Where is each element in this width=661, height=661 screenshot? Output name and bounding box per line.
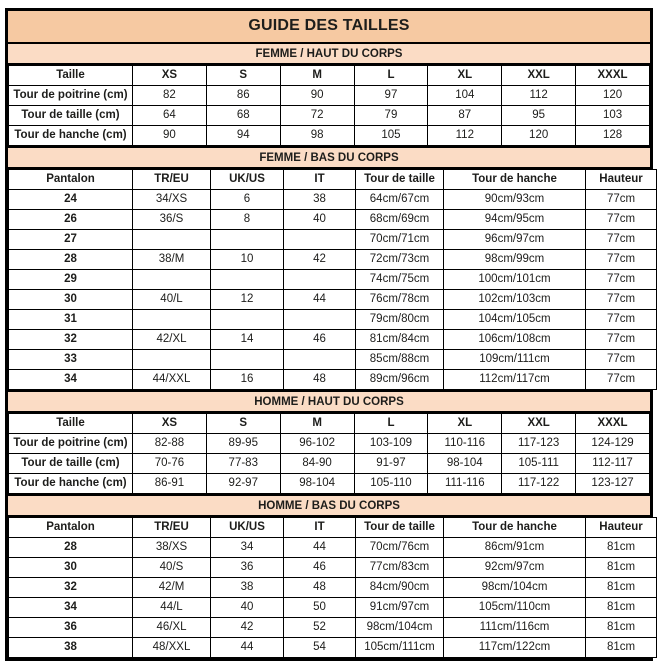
table-row <box>9 210 657 230</box>
value-cell: 48/XXL <box>133 638 211 658</box>
table-header-row <box>9 414 650 434</box>
value-cell: 110-116 <box>428 434 502 454</box>
value-cell: 89-95 <box>206 434 280 454</box>
value-cell: 38/XS <box>133 538 211 558</box>
value-cell: 86cm/91cm <box>444 538 586 558</box>
row-label-cell: 30 <box>9 558 133 578</box>
table-row <box>9 638 657 658</box>
value-cell: 16 <box>211 370 284 390</box>
value-cell: 36 <box>211 558 284 578</box>
value-cell: 48 <box>284 578 356 598</box>
value-cell: 105cm/110cm <box>444 598 586 618</box>
value-cell: 8 <box>211 210 284 230</box>
value-cell: 85cm/88cm <box>356 350 444 370</box>
value-cell: 94cm/95cm <box>444 210 586 230</box>
value-cell: 44/XXL <box>133 370 211 390</box>
table-row <box>9 270 657 290</box>
value-cell: 105-110 <box>354 474 428 494</box>
column-header: Hauteur <box>586 518 657 538</box>
value-cell: 46 <box>284 330 356 350</box>
value-cell: 52 <box>284 618 356 638</box>
value-cell: 54 <box>284 638 356 658</box>
column-header: UK/US <box>211 170 284 190</box>
value-cell: 81cm/84cm <box>356 330 444 350</box>
value-cell: 64cm/67cm <box>356 190 444 210</box>
value-cell: 96-102 <box>280 434 354 454</box>
value-cell <box>133 270 211 290</box>
section-heading-homme-bas-du-corps: HOMME / BAS DU CORPS <box>8 494 650 517</box>
value-cell: 50 <box>284 598 356 618</box>
value-cell: 77cm <box>586 310 657 330</box>
row-label-cell: 24 <box>9 190 133 210</box>
value-cell: 95 <box>502 106 576 126</box>
row-label-cell: 32 <box>9 330 133 350</box>
table-row <box>9 290 657 310</box>
value-cell: 98 <box>280 126 354 146</box>
value-cell: 98cm/104cm <box>444 578 586 598</box>
page-title: GUIDE DES TAILLES <box>8 11 650 42</box>
size-guide-sections <box>8 42 650 658</box>
value-cell <box>133 350 211 370</box>
value-cell: 90cm/93cm <box>444 190 586 210</box>
value-cell: 40/L <box>133 290 211 310</box>
value-cell: 117-123 <box>502 434 576 454</box>
value-cell: 96cm/97cm <box>444 230 586 250</box>
row-label-cell: 34 <box>9 598 133 618</box>
value-cell: 12 <box>211 290 284 310</box>
column-header: L <box>354 66 428 86</box>
column-header: Tour de taille <box>356 518 444 538</box>
column-header: Tour de hanche <box>444 170 586 190</box>
column-header: XS <box>133 66 207 86</box>
size-table-homme-bas-du-corps <box>8 517 657 658</box>
value-cell: 112-117 <box>576 454 650 474</box>
value-cell: 72cm/73cm <box>356 250 444 270</box>
value-cell: 77cm/83cm <box>356 558 444 578</box>
value-cell: 68 <box>206 106 280 126</box>
section-heading-homme-haut-du-corps: HOMME / HAUT DU CORPS <box>8 390 650 413</box>
value-cell: 112 <box>502 86 576 106</box>
table-row <box>9 598 657 618</box>
value-cell: 42/XL <box>133 330 211 350</box>
value-cell: 94 <box>206 126 280 146</box>
value-cell <box>133 310 211 330</box>
value-cell <box>284 230 356 250</box>
value-cell: 128 <box>576 126 650 146</box>
size-table-homme-haut-du-corps <box>8 413 650 494</box>
row-label-cell: Tour de poitrine (cm) <box>9 434 133 454</box>
value-cell <box>133 230 211 250</box>
value-cell: 40 <box>284 210 356 230</box>
value-cell: 79 <box>354 106 428 126</box>
value-cell: 82 <box>133 86 207 106</box>
value-cell: 81cm <box>586 598 657 618</box>
value-cell: 103-109 <box>354 434 428 454</box>
value-cell: 76cm/78cm <box>356 290 444 310</box>
row-label-cell: Tour de taille (cm) <box>9 106 133 126</box>
value-cell: 104 <box>428 86 502 106</box>
row-label-cell: 28 <box>9 250 133 270</box>
table-row <box>9 474 650 494</box>
value-cell <box>211 310 284 330</box>
value-cell <box>211 230 284 250</box>
column-header: Tour de taille <box>356 170 444 190</box>
row-label-cell: 32 <box>9 578 133 598</box>
value-cell: 87 <box>428 106 502 126</box>
value-cell: 81cm <box>586 558 657 578</box>
value-cell: 81cm <box>586 578 657 598</box>
table-row <box>9 126 650 146</box>
column-header: M <box>280 66 354 86</box>
value-cell: 77-83 <box>206 454 280 474</box>
value-cell: 77cm <box>586 190 657 210</box>
value-cell: 106cm/108cm <box>444 330 586 350</box>
table-row <box>9 618 657 638</box>
value-cell <box>284 310 356 330</box>
table-row <box>9 330 657 350</box>
table-row <box>9 434 650 454</box>
value-cell <box>211 270 284 290</box>
value-cell: 98cm/99cm <box>444 250 586 270</box>
row-label-cell: 30 <box>9 290 133 310</box>
value-cell: 103 <box>576 106 650 126</box>
column-header: Pantalon <box>9 170 133 190</box>
table-row <box>9 538 657 558</box>
table-row <box>9 578 657 598</box>
column-header: XL <box>428 414 502 434</box>
value-cell: 123-127 <box>576 474 650 494</box>
table-row <box>9 558 657 578</box>
table-row <box>9 370 657 390</box>
value-cell: 92cm/97cm <box>444 558 586 578</box>
value-cell: 111-116 <box>428 474 502 494</box>
row-label-cell: 29 <box>9 270 133 290</box>
column-header: Hauteur <box>586 170 657 190</box>
table-row <box>9 230 657 250</box>
section-heading-femme-bas-du-corps: FEMME / BAS DU CORPS <box>8 146 650 169</box>
value-cell: 10 <box>211 250 284 270</box>
value-cell: 6 <box>211 190 284 210</box>
size-table-femme-haut-du-corps <box>8 65 650 146</box>
value-cell: 77cm <box>586 250 657 270</box>
value-cell: 120 <box>502 126 576 146</box>
value-cell: 44 <box>284 290 356 310</box>
row-label-cell: 28 <box>9 538 133 558</box>
value-cell: 77cm <box>586 330 657 350</box>
value-cell: 68cm/69cm <box>356 210 444 230</box>
row-label-cell: Tour de hanche (cm) <box>9 474 133 494</box>
value-cell: 40/S <box>133 558 211 578</box>
table-header-row <box>9 170 657 190</box>
size-guide-sheet <box>5 8 653 661</box>
value-cell: 86 <box>206 86 280 106</box>
row-label-cell: 38 <box>9 638 133 658</box>
value-cell <box>284 270 356 290</box>
column-header: IT <box>284 170 356 190</box>
value-cell: 102cm/103cm <box>444 290 586 310</box>
value-cell: 104cm/105cm <box>444 310 586 330</box>
row-label-cell: 27 <box>9 230 133 250</box>
column-header: S <box>206 66 280 86</box>
column-header: XXL <box>502 66 576 86</box>
column-header: IT <box>284 518 356 538</box>
value-cell: 77cm <box>586 370 657 390</box>
column-header: TR/EU <box>133 518 211 538</box>
value-cell: 74cm/75cm <box>356 270 444 290</box>
value-cell: 14 <box>211 330 284 350</box>
value-cell: 46 <box>284 558 356 578</box>
value-cell: 84-90 <box>280 454 354 474</box>
value-cell: 91-97 <box>354 454 428 474</box>
column-header: TR/EU <box>133 170 211 190</box>
size-table-femme-bas-du-corps <box>8 169 657 390</box>
value-cell: 81cm <box>586 638 657 658</box>
column-header: L <box>354 414 428 434</box>
value-cell: 34/XS <box>133 190 211 210</box>
table-row <box>9 250 657 270</box>
value-cell: 81cm <box>586 618 657 638</box>
row-label-cell: 26 <box>9 210 133 230</box>
value-cell: 77cm <box>586 230 657 250</box>
table-row <box>9 106 650 126</box>
column-header: Taille <box>9 66 133 86</box>
row-label-cell: 31 <box>9 310 133 330</box>
value-cell <box>211 350 284 370</box>
value-cell: 100cm/101cm <box>444 270 586 290</box>
value-cell: 105-111 <box>502 454 576 474</box>
value-cell: 44/L <box>133 598 211 618</box>
value-cell: 64 <box>133 106 207 126</box>
value-cell: 90 <box>133 126 207 146</box>
value-cell: 112 <box>428 126 502 146</box>
value-cell: 42 <box>211 618 284 638</box>
value-cell <box>284 350 356 370</box>
value-cell: 86-91 <box>133 474 207 494</box>
value-cell: 92-97 <box>206 474 280 494</box>
value-cell: 70cm/76cm <box>356 538 444 558</box>
value-cell: 38 <box>211 578 284 598</box>
value-cell: 70cm/71cm <box>356 230 444 250</box>
value-cell: 44 <box>211 638 284 658</box>
row-label-cell: 36 <box>9 618 133 638</box>
column-header: XXXL <box>576 414 650 434</box>
column-header: Tour de hanche <box>444 518 586 538</box>
value-cell: 40 <box>211 598 284 618</box>
value-cell: 77cm <box>586 350 657 370</box>
column-header: XL <box>428 66 502 86</box>
table-row <box>9 86 650 106</box>
column-header: Taille <box>9 414 133 434</box>
row-label-cell: 33 <box>9 350 133 370</box>
value-cell: 91cm/97cm <box>356 598 444 618</box>
value-cell: 72 <box>280 106 354 126</box>
value-cell: 38/M <box>133 250 211 270</box>
column-header: XXXL <box>576 66 650 86</box>
value-cell: 120 <box>576 86 650 106</box>
value-cell: 97 <box>354 86 428 106</box>
value-cell: 38 <box>284 190 356 210</box>
value-cell: 112cm/117cm <box>444 370 586 390</box>
value-cell: 44 <box>284 538 356 558</box>
section-heading-femme-haut-du-corps: FEMME / HAUT DU CORPS <box>8 42 650 65</box>
column-header: M <box>280 414 354 434</box>
row-label-cell: Tour de poitrine (cm) <box>9 86 133 106</box>
column-header: Pantalon <box>9 518 133 538</box>
value-cell: 109cm/111cm <box>444 350 586 370</box>
table-row <box>9 350 657 370</box>
value-cell: 36/S <box>133 210 211 230</box>
value-cell: 90 <box>280 86 354 106</box>
value-cell: 124-129 <box>576 434 650 454</box>
value-cell: 70-76 <box>133 454 207 474</box>
table-header-row <box>9 66 650 86</box>
column-header: XS <box>133 414 207 434</box>
column-header: UK/US <box>211 518 284 538</box>
value-cell: 77cm <box>586 270 657 290</box>
row-label-cell: Tour de hanche (cm) <box>9 126 133 146</box>
value-cell: 79cm/80cm <box>356 310 444 330</box>
row-label-cell: 34 <box>9 370 133 390</box>
value-cell: 77cm <box>586 210 657 230</box>
row-label-cell: Tour de taille (cm) <box>9 454 133 474</box>
value-cell: 117-122 <box>502 474 576 494</box>
value-cell: 42 <box>284 250 356 270</box>
column-header: S <box>206 414 280 434</box>
table-header-row <box>9 518 657 538</box>
value-cell: 46/XL <box>133 618 211 638</box>
column-header: XXL <box>502 414 576 434</box>
value-cell: 42/M <box>133 578 211 598</box>
value-cell: 89cm/96cm <box>356 370 444 390</box>
value-cell: 117cm/122cm <box>444 638 586 658</box>
value-cell: 98cm/104cm <box>356 618 444 638</box>
table-row <box>9 454 650 474</box>
value-cell: 48 <box>284 370 356 390</box>
value-cell: 81cm <box>586 538 657 558</box>
value-cell: 98-104 <box>428 454 502 474</box>
value-cell: 98-104 <box>280 474 354 494</box>
value-cell: 111cm/116cm <box>444 618 586 638</box>
table-row <box>9 310 657 330</box>
value-cell: 34 <box>211 538 284 558</box>
value-cell: 84cm/90cm <box>356 578 444 598</box>
table-row <box>9 190 657 210</box>
value-cell: 77cm <box>586 290 657 310</box>
value-cell: 105cm/111cm <box>356 638 444 658</box>
value-cell: 105 <box>354 126 428 146</box>
value-cell: 82-88 <box>133 434 207 454</box>
